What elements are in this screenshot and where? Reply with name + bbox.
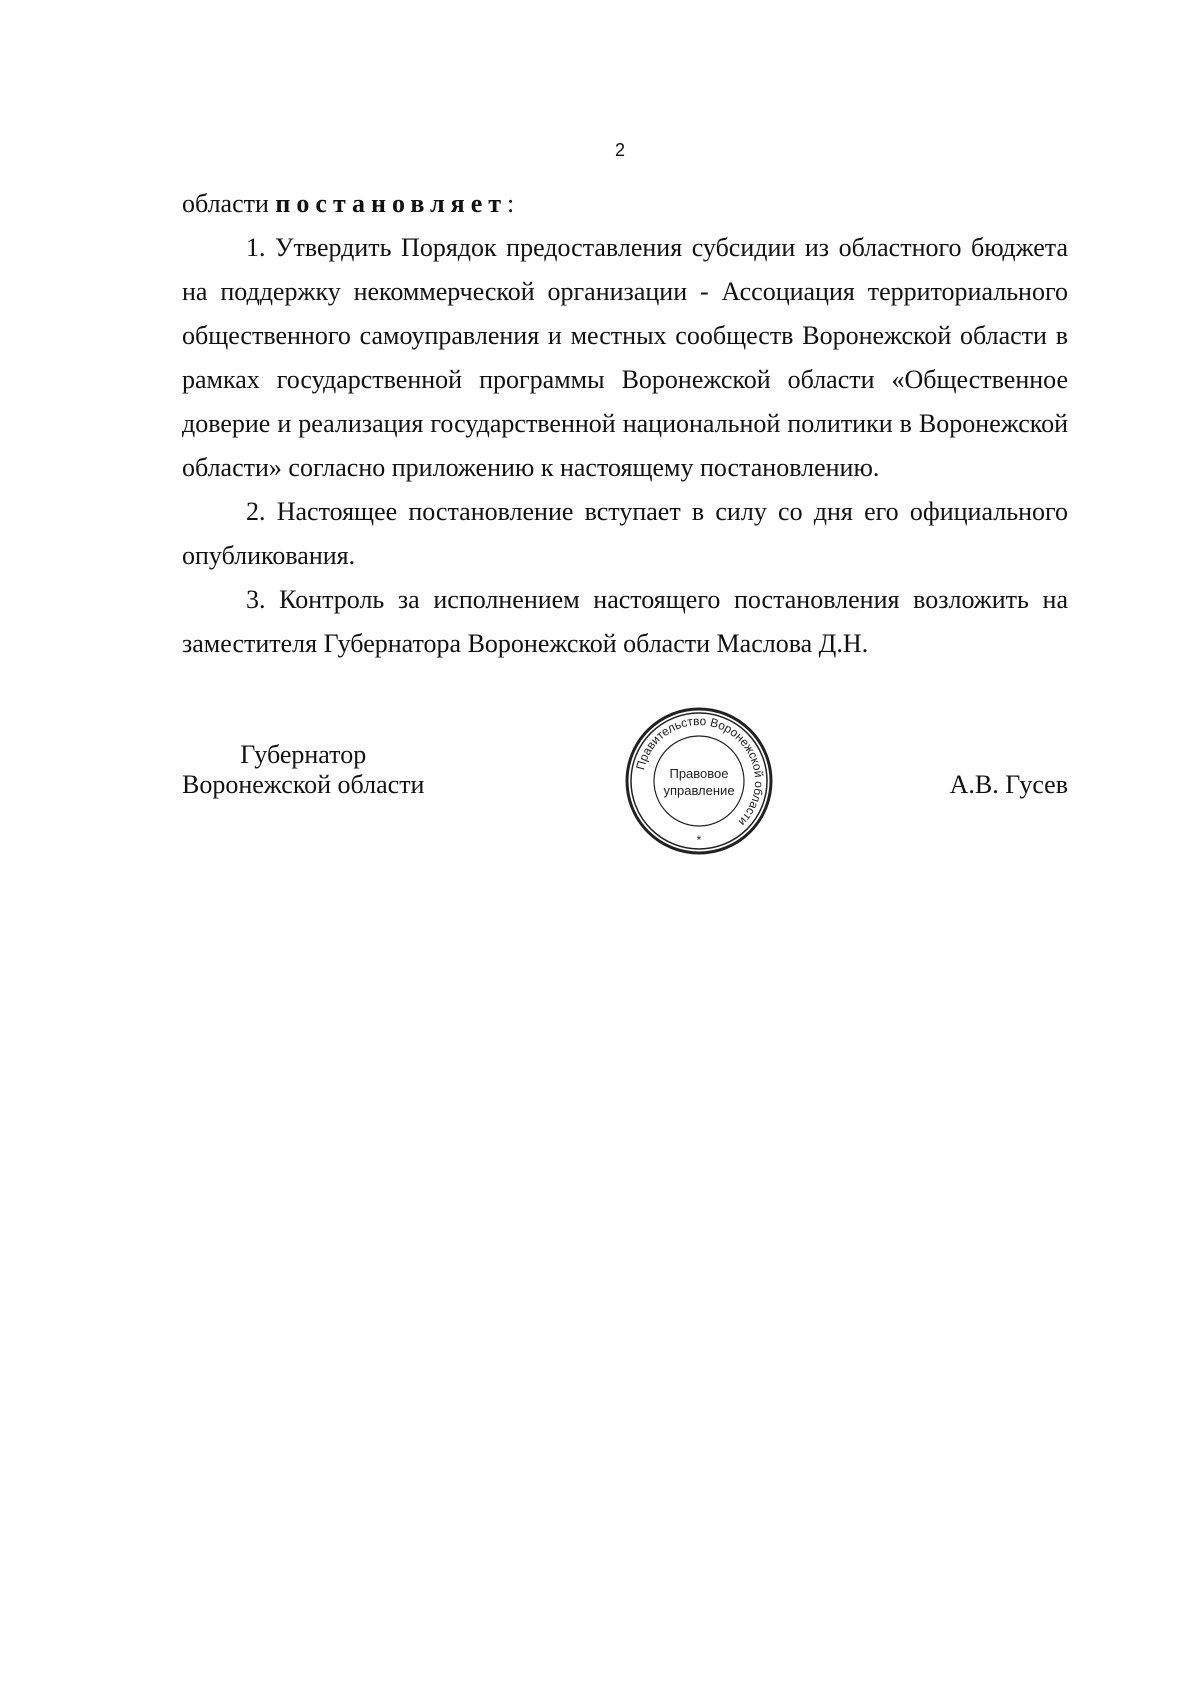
paragraph-3: 3. Контроль за исполнением настоящего постановления возложить на заместителя Губернатора Воронежской области Маслова Д.Н.: [182, 585, 1068, 658]
paragraph-2: 2. Настоящее постановление вступает в силу со дня его официального опубликования.: [182, 497, 1068, 570]
signatory-position-line2: Воронежской области: [182, 770, 425, 799]
preamble-line: [182, 182, 1068, 226]
document-body: [182, 182, 1068, 666]
preamble-suffix: :: [507, 189, 515, 218]
stamp-center-line1: Правовое: [669, 766, 729, 781]
preamble-prefix: области: [182, 189, 269, 218]
decree-word: постановляет: [275, 189, 508, 218]
signatory-name: А.В. Гусев: [949, 770, 1068, 799]
signatory-position: [182, 740, 424, 800]
signatory-position-line1: Губернатор: [240, 740, 367, 769]
stamp-star: *: [696, 833, 702, 847]
stamp-ring-text: Правительство Воронежской области: [633, 713, 767, 829]
page-number: 2: [614, 140, 625, 160]
stamp-center-line2: управление: [663, 783, 735, 798]
paragraph-1: 1. Утвердить Порядок предоставления субсидии из областного бюджета на поддержку некоммерческой организации - Ассоциация территориального общественного самоуправления и местных сообществ Воронежской области в рамках государственной программы Воронежской области «Общественное доверие и реализация государственной национальной политики в Воронежской области» согласно приложению к настоящему постановлению.: [182, 233, 1068, 482]
legal-department-stamp: [624, 706, 774, 856]
